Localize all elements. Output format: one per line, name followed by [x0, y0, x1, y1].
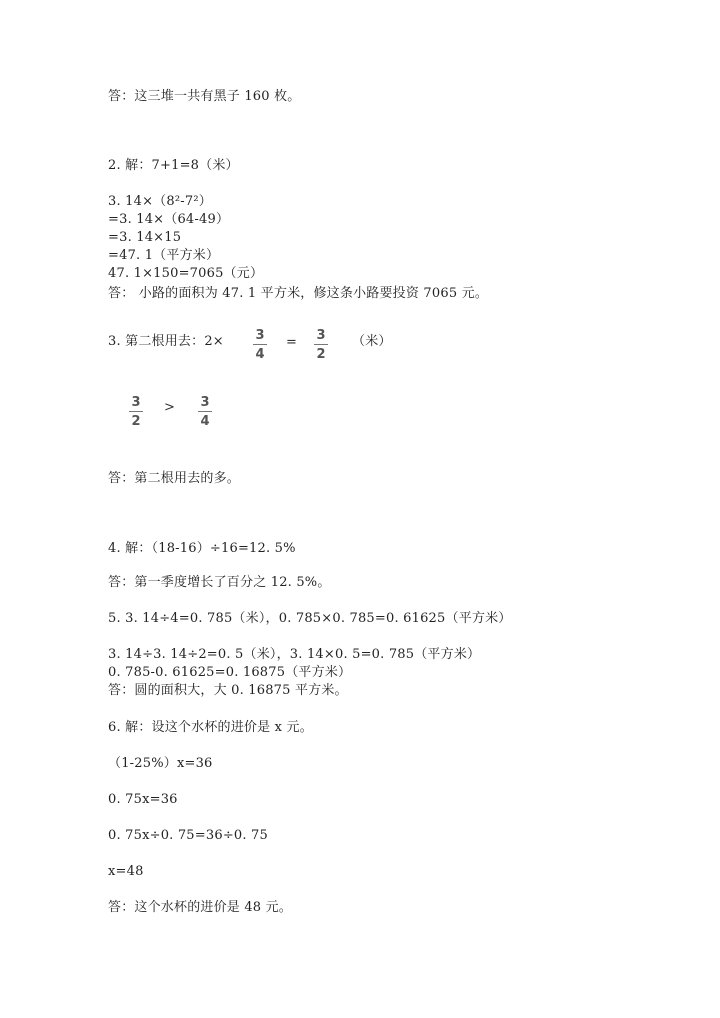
- problem-3-solution: 3. 第二根用去：2×: [108, 334, 224, 349]
- fraction-denominator: 2: [131, 414, 141, 429]
- greater-than-sign: >: [164, 400, 175, 415]
- problem-4-solution: 4. 解：（18-16）÷16=12. 5%: [108, 541, 296, 556]
- answer-line-6: 答：这个水杯的进价是 48 元。: [108, 900, 293, 915]
- fraction-three-quarters: [253, 328, 267, 362]
- calc-line: =3. 14×（64-49）: [108, 212, 230, 227]
- fraction-denominator: 4: [255, 347, 265, 362]
- equation-line: x=48: [108, 864, 144, 879]
- fraction-numerator: 3: [131, 395, 141, 410]
- equals-sign: =: [286, 335, 297, 350]
- calc-line: =3. 14×15: [108, 230, 182, 245]
- calc-line: 3. 14÷3. 14÷2=0. 5（米），3. 14×0. 5=0. 785（平方米）: [108, 647, 481, 662]
- problem-2-solution: 2. 解：7+1=8（米）: [108, 158, 239, 173]
- fraction-three-quarters: [198, 395, 212, 429]
- fraction-numerator: 3: [255, 328, 265, 343]
- calc-line: 0. 785-0. 61625=0. 16875（平方米）: [108, 665, 352, 680]
- fraction-denominator: 2: [316, 347, 326, 362]
- fraction-bar: [253, 344, 267, 345]
- answer-line-4: 答：第一季度增长了百分之 12. 5%。: [108, 575, 331, 590]
- equation-line: （1-25%）x=36: [108, 756, 213, 771]
- calc-line: 3. 14×（8²-7²）: [108, 194, 212, 209]
- equation-line: 0. 75x=36: [108, 792, 178, 807]
- fraction-bar: [198, 411, 212, 412]
- answer-line-3: 答：第二根用去的多。: [108, 471, 241, 486]
- problem-5-solution: 5. 3. 14÷4=0. 785（米），0. 785×0. 785=0. 61625（平方米）: [108, 611, 512, 626]
- fraction-bar: [314, 344, 328, 345]
- fraction-bar: [129, 411, 143, 412]
- calc-line: =47. 1（平方米）: [108, 248, 220, 263]
- calc-line: 47. 1×150=7065（元）: [108, 266, 264, 281]
- answer-line-1: 答：这三堆一共有黑子 160 枚。: [108, 89, 301, 104]
- unit-label: （米）: [352, 334, 392, 349]
- fraction-denominator: 4: [200, 414, 210, 429]
- fraction-three-halves: [314, 328, 328, 362]
- answer-line-2: 答： 小路的面积为 47. 1 平方米，修这条小路要投资 7065 元。: [108, 286, 489, 301]
- fraction-numerator: 3: [316, 328, 326, 343]
- fraction-three-halves: [129, 395, 143, 429]
- fraction-numerator: 3: [200, 395, 210, 410]
- problem-6-solution: 6. 解：设这个水杯的进价是 x 元。: [108, 720, 313, 735]
- equation-line: 0. 75x÷0. 75=36÷0. 75: [108, 828, 268, 843]
- answer-line-5: 答：圆的面积大，大 0. 16875 平方米。: [108, 683, 348, 698]
